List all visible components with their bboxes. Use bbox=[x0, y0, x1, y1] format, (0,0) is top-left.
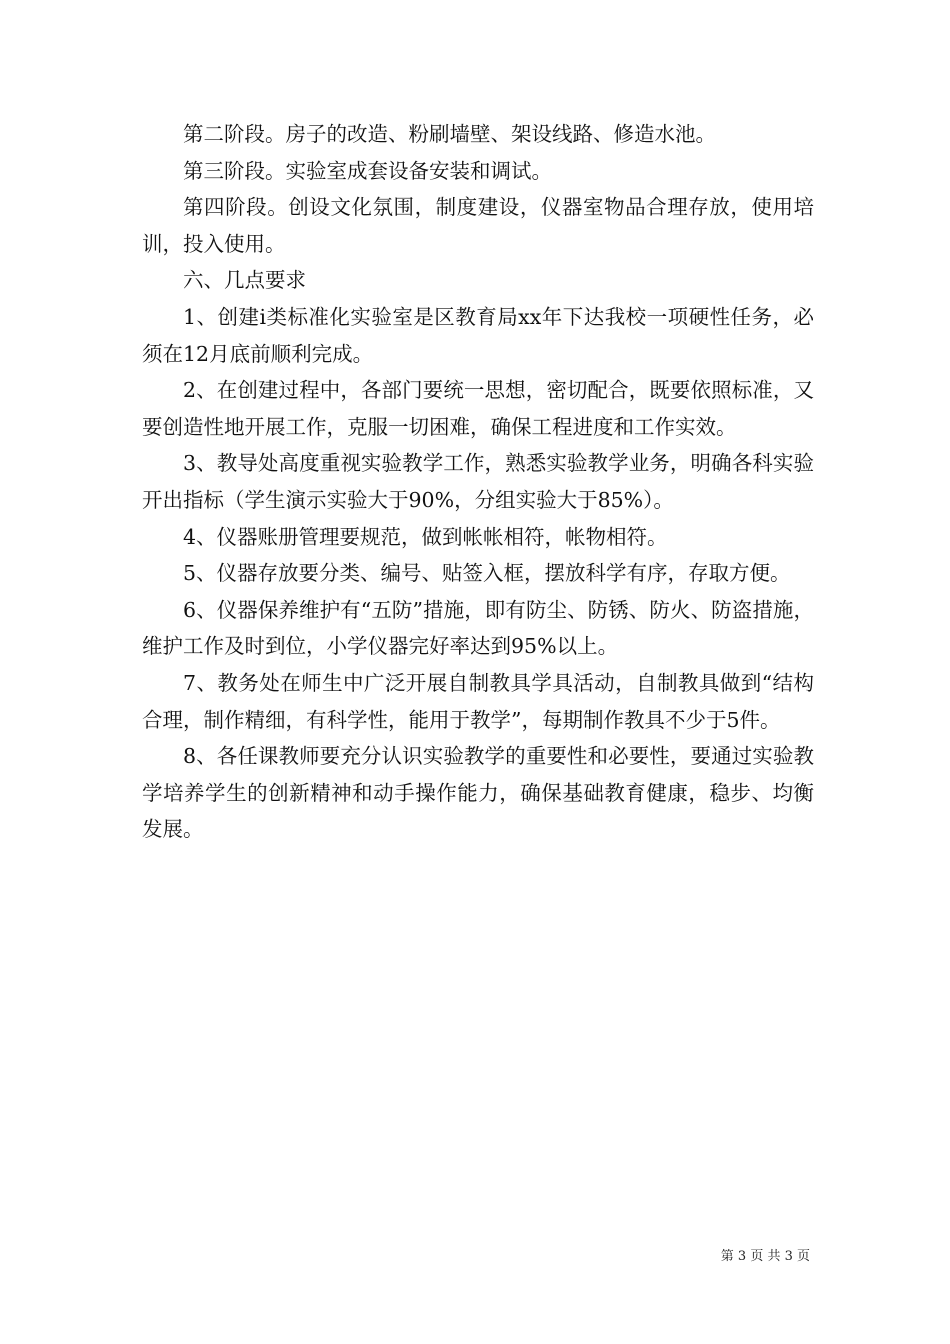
paragraph-stage-3: 第三阶段。实验室成套设备安装和调试。 bbox=[183, 158, 552, 183]
requirement-item-5: 5、仪器存放要分类、编号、贴签入框，摆放科学有序，存取方便。 bbox=[183, 561, 791, 586]
paragraph-stage-4: 第四阶段。创设文化氛围，制度建设，仪器室物品合理存放，使用培训，投入使用。 bbox=[142, 195, 814, 256]
requirement-item-6: 6、仪器保养维护有“五防”措施，即有防尘、防锈、防火、防盗措施，维护工作及时到位，小学仪器完好率达到95%以上。 bbox=[142, 597, 814, 659]
requirement-item-8: 8、各任课教师要充分认识实验教学的重要性和必要性，要通过实验教学培养学生的创新精神和动手操作能力，确保基础教育健康，稳步、均衡发展。 bbox=[142, 744, 814, 842]
paragraph-stage-2: 第二阶段。房子的改造、粉刷墙壁、架设线路、修造水池。 bbox=[183, 122, 716, 146]
section-heading-requirements: 六、几点要求 bbox=[183, 268, 306, 293]
requirement-item-4: 4、仪器账册管理要规范，做到帐帐相符，帐物相符。 bbox=[183, 524, 668, 549]
requirement-item-7: 7、教务处在师生中广泛开展自制教具学具活动，自制教具做到“结构合理，制作精细，有科学性，能用于教学”，每期制作教具不少于5件。 bbox=[142, 670, 814, 732]
requirement-item-1: 1、创建i类标准化实验室是区教育局xx年下达我校一项硬性任务，必须在12月底前顺利完成。 bbox=[142, 304, 814, 366]
requirement-item-2: 2、在创建过程中，各部门要统一思想，密切配合，既要依照标准，又要创造性地开展工作，克服一切困难，确保工程进度和工作实效。 bbox=[142, 378, 814, 439]
page-number-footer: 第 3 页 共 3 页 bbox=[720, 1249, 810, 1264]
document-body bbox=[142, 116, 814, 848]
requirement-item-3: 3、教导处高度重视实验教学工作，熟悉实验教学业务，明确各科实验开出指标（学生演示实验大于90%，分组实验大于85%）。 bbox=[142, 451, 814, 512]
